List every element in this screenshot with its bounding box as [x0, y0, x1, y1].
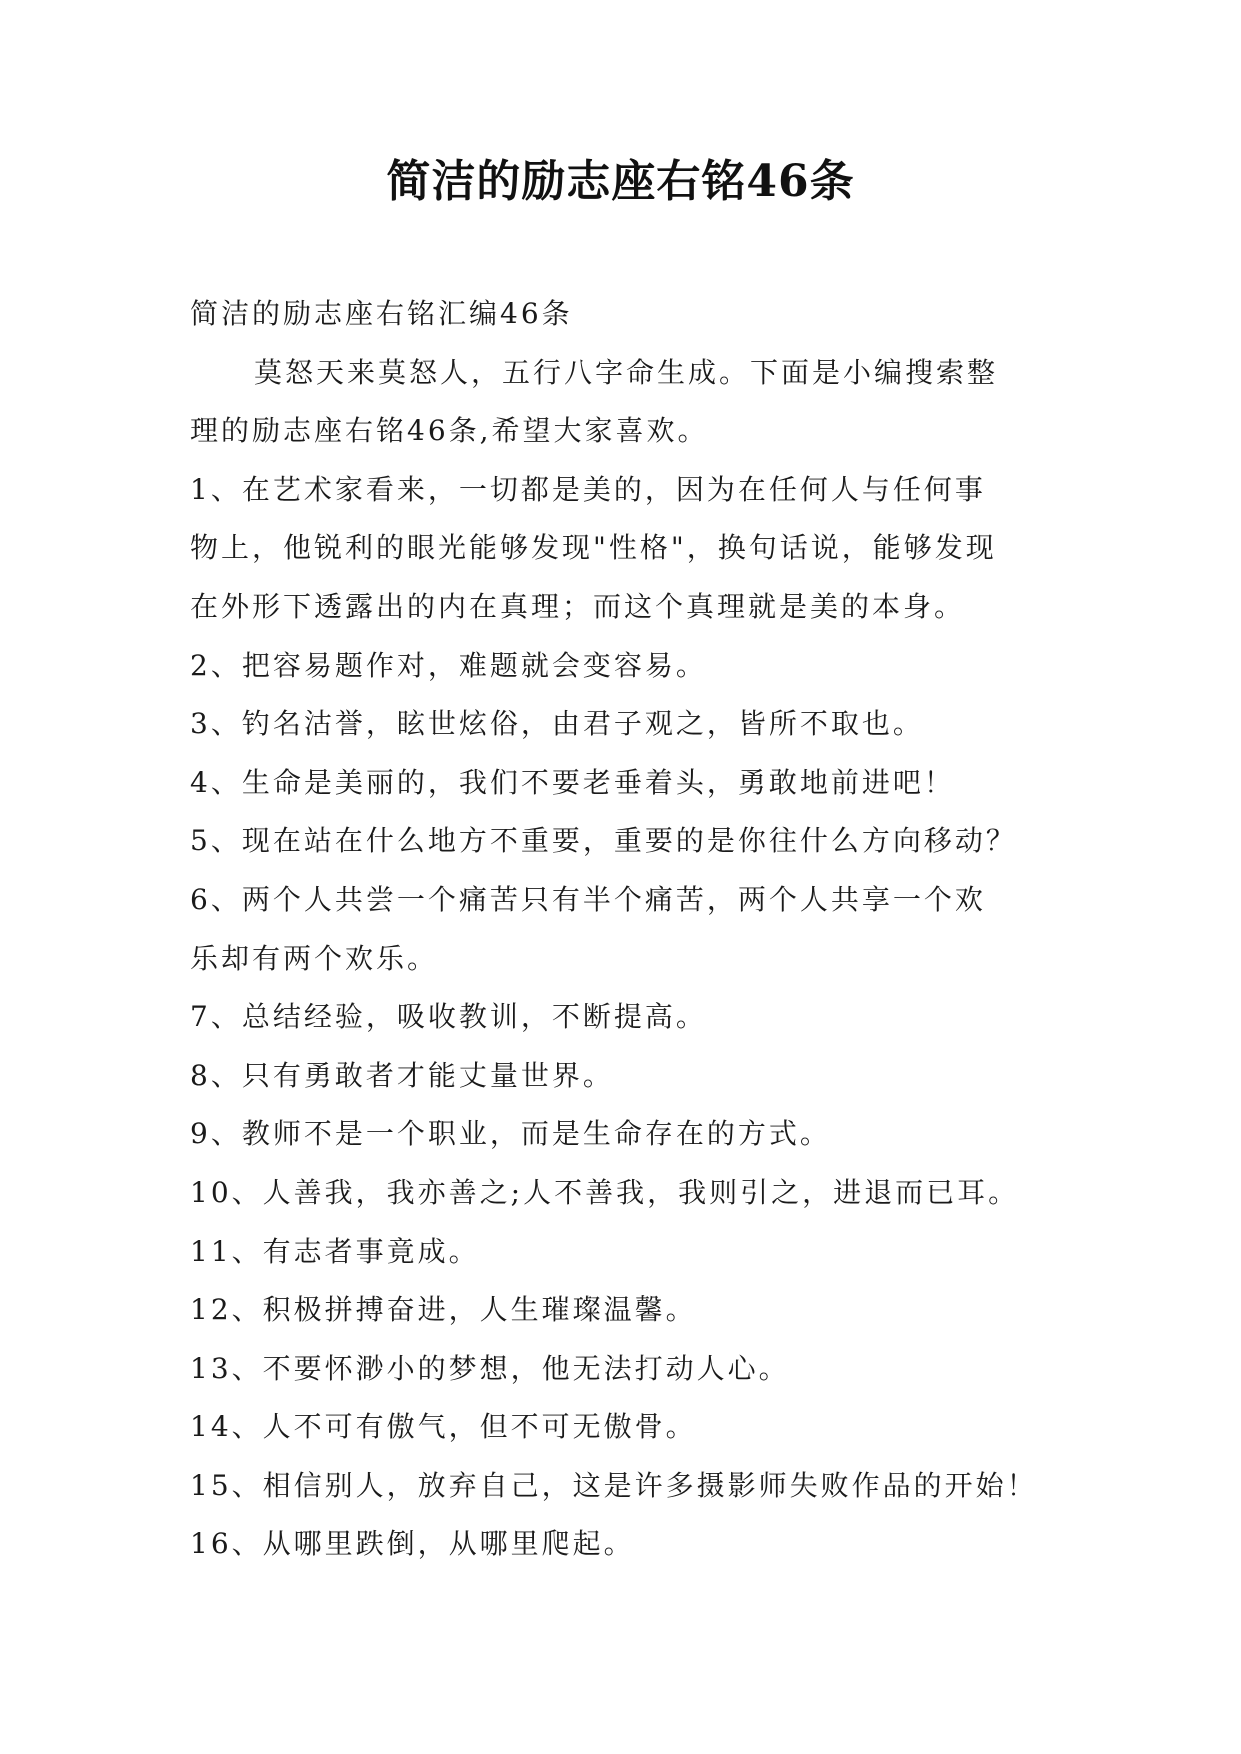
quote-1-line-3: 在外形下透露出的内在真理；而这个真理就是美的本身。	[190, 589, 966, 623]
quote-1-line-1: 1、在艺术家看来，一切都是美的，因为在任何人与任何事	[190, 472, 986, 506]
quote-15: 15、相信别人，放弃自己，这是许多摄影师失败作品的开始！	[190, 1468, 1038, 1502]
quote-11: 11、有志者事竟成。	[190, 1234, 480, 1268]
quote-2: 2、把容易题作对，难题就会变容易。	[190, 648, 707, 682]
quote-7: 7、总结经验，吸收教训，不断提高。	[190, 1000, 707, 1034]
quote-14: 14、人不可有傲气，但不可无傲骨。	[190, 1410, 697, 1444]
quote-13: 13、不要怀渺小的梦想，他无法打动人心。	[190, 1351, 790, 1385]
intro-line-1: 莫怒天来莫怒人，五行八字命生成。下面是小编搜索整	[254, 355, 999, 389]
document-body	[190, 285, 1060, 1574]
document-title: 简洁的励志座右铭46条	[386, 156, 855, 207]
subtitle-line: 简洁的励志座右铭汇编46条	[190, 297, 573, 330]
quote-16: 16、从哪里跌倒，从哪里爬起。	[190, 1527, 635, 1561]
quote-5: 5、现在站在什么地方不重要，重要的是你往什么方向移动？	[190, 824, 1017, 858]
intro-line-2: 理的励志座右铭46条,希望大家喜欢。	[190, 414, 709, 448]
quote-9: 9、教师不是一个职业，而是生命存在的方式。	[190, 1117, 831, 1151]
quote-6-line-2: 乐却有两个欢乐。	[190, 941, 439, 975]
quote-6-line-1: 6、两个人共尝一个痛苦只有半个痛苦，两个人共享一个欢	[190, 882, 986, 916]
quote-1-line-2: 物上，他锐利的眼光能够发现"性格"，换句话说，能够发现	[190, 531, 997, 565]
quote-4: 4、生命是美丽的，我们不要老垂着头，勇敢地前进吧！	[190, 765, 955, 799]
quote-12: 12、积极拼搏奋进，人生璀璨温馨。	[190, 1293, 697, 1327]
quote-3: 3、钓名沽誉，眩世炫俗，由君子观之，皆所不取也。	[190, 707, 924, 741]
quote-10: 10、人善我，我亦善之;人不善我，我则引之，进退而已耳。	[190, 1175, 1020, 1209]
quote-8: 8、只有勇敢者才能丈量世界。	[190, 1058, 614, 1092]
